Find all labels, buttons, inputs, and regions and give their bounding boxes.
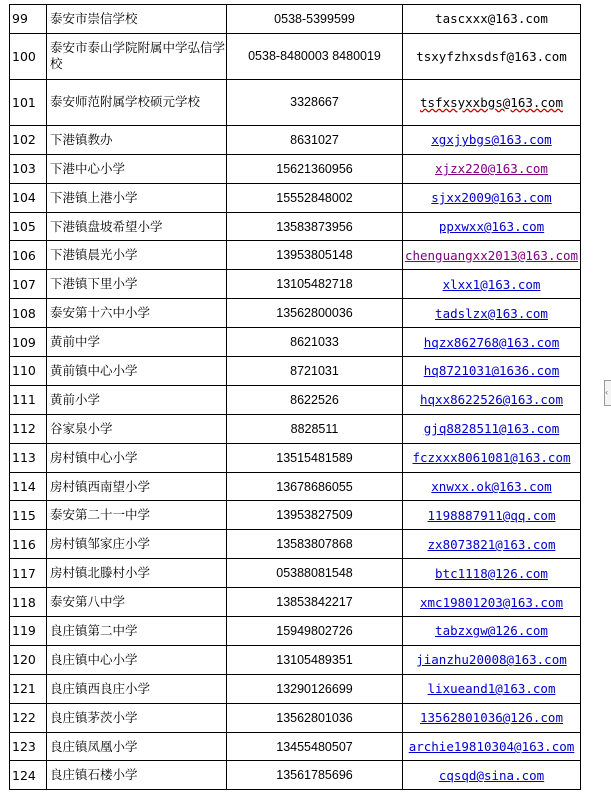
- school-name: 黄前镇中心小学: [47, 357, 227, 386]
- email-link[interactable]: xgxjybgs@163.com: [431, 132, 552, 148]
- row-number: 103: [10, 154, 47, 183]
- table-row: [10, 5, 581, 34]
- email-link[interactable]: xmc19801203@163.com: [420, 594, 563, 610]
- email-cell: [403, 328, 581, 357]
- table-row: [10, 761, 581, 790]
- phone-number: 8622526: [227, 385, 403, 414]
- school-name: 泰安市崇信学校: [47, 5, 227, 34]
- table-row: [10, 617, 581, 646]
- side-scroll-handle[interactable]: [604, 380, 611, 406]
- table-row: [10, 559, 581, 588]
- row-number: 106: [10, 241, 47, 270]
- school-name: 泰安市泰山学院附属中学弘信学校: [47, 33, 227, 79]
- email-link[interactable]: ppxwxx@163.com: [438, 219, 545, 234]
- phone-number: 13105482718: [227, 270, 403, 299]
- phone-number: 15949802726: [227, 617, 403, 646]
- email-cell: [403, 357, 581, 386]
- school-name: 谷家泉小学: [47, 414, 227, 443]
- phone-number: 13953827509: [227, 501, 403, 530]
- row-number: 119: [10, 617, 47, 646]
- school-name: 房村镇邹家庄小学: [47, 530, 227, 559]
- table-row: [10, 674, 581, 703]
- phone-number: 13562800036: [227, 299, 403, 328]
- email-cell: [403, 79, 581, 125]
- phone-number: 15621360956: [227, 154, 403, 183]
- school-name: 下港镇教办: [47, 125, 227, 154]
- table-row: [10, 79, 581, 125]
- email-link[interactable]: archie19810304@163.com: [408, 739, 575, 755]
- email-cell: [403, 154, 581, 183]
- phone-number: 13105489351: [227, 645, 403, 674]
- phone-number: 15552848002: [227, 183, 403, 212]
- school-name: 房村镇西南望小学: [47, 472, 227, 501]
- school-name: 泰安师范附属学校硕元学校: [47, 79, 227, 125]
- phone-number: 3328667: [227, 79, 403, 125]
- table-row: [10, 357, 581, 386]
- email-cell: [403, 761, 581, 790]
- email-cell: [403, 674, 581, 703]
- phone-number: 13561785696: [227, 761, 403, 790]
- email-cell: [403, 559, 581, 588]
- row-number: 113: [10, 443, 47, 472]
- email-cell: [403, 443, 581, 472]
- email-link[interactable]: 1198887911@qq.com: [427, 507, 556, 523]
- email-cell: [403, 5, 581, 34]
- table-row: [10, 125, 581, 154]
- row-number: 105: [10, 212, 47, 241]
- email-cell: [403, 588, 581, 617]
- table-row: [10, 501, 581, 530]
- email-link[interactable]: hqxx8622526@163.com: [420, 392, 563, 408]
- phone-number: 13583807868: [227, 530, 403, 559]
- email-cell: [403, 472, 581, 501]
- table-row: [10, 270, 581, 299]
- email-cell: [403, 414, 581, 443]
- table-row: [10, 443, 581, 472]
- email-link[interactable]: cqsqd@sina.com: [438, 767, 545, 783]
- phone-number: 8828511: [227, 414, 403, 443]
- table-row: [10, 588, 581, 617]
- email-cell: [403, 530, 581, 559]
- email-cell: [403, 501, 581, 530]
- row-number: 114: [10, 472, 47, 501]
- school-name: 良庄镇西良庄小学: [47, 674, 227, 703]
- email-cell: [403, 125, 581, 154]
- phone-number: 13853842217: [227, 588, 403, 617]
- school-name: 良庄镇茅茨小学: [47, 703, 227, 732]
- email-cell: [403, 617, 581, 646]
- phone-number: 13562801036: [227, 703, 403, 732]
- email-cell: [403, 732, 581, 761]
- school-name: 良庄镇第二中学: [47, 617, 227, 646]
- email-cell: [403, 33, 581, 79]
- table-row: [10, 385, 581, 414]
- phone-number: 8721031: [227, 357, 403, 386]
- phone-number: 13678686055: [227, 472, 403, 501]
- email-cell: [403, 183, 581, 212]
- row-number: 122: [10, 703, 47, 732]
- email-link[interactable]: zx8073821@163.com: [427, 536, 556, 552]
- row-number: 108: [10, 299, 47, 328]
- email-link[interactable]: fczxxx8061081@163.com: [412, 450, 571, 466]
- row-number: 123: [10, 732, 47, 761]
- row-number: 115: [10, 501, 47, 530]
- table-row: [10, 299, 581, 328]
- row-number: 111: [10, 385, 47, 414]
- row-number: 107: [10, 270, 47, 299]
- school-name: 黄前小学: [47, 385, 227, 414]
- email-link[interactable]: xlxx1@163.com: [442, 276, 541, 292]
- school-name: 良庄镇凤凰小学: [47, 732, 227, 761]
- school-name: 下港镇下里小学: [47, 270, 227, 299]
- email-link[interactable]: xjzx220@163.com: [435, 161, 548, 177]
- email-cell: [403, 270, 581, 299]
- expand-arrow-icon: ‹: [605, 388, 609, 397]
- email-link[interactable]: sjxx2009@163.com: [431, 190, 552, 206]
- table-row: [10, 33, 581, 79]
- school-name: 泰安第十六中小学: [47, 299, 227, 328]
- email-link[interactable]: jianzhu20008@163.com: [416, 652, 567, 668]
- school-name: 泰安第二十一中学: [47, 501, 227, 530]
- email-link[interactable]: tadslzx@163.com: [435, 305, 548, 321]
- table-row: [10, 414, 581, 443]
- row-number: 112: [10, 414, 47, 443]
- row-number: 116: [10, 530, 47, 559]
- email-link[interactable]: lixueand1@163.com: [427, 681, 556, 697]
- email-cell: [403, 212, 581, 241]
- row-number: 118: [10, 588, 47, 617]
- phone-number: 13953805148: [227, 241, 403, 270]
- row-number: 120: [10, 645, 47, 674]
- phone-number: 8631027: [227, 125, 403, 154]
- row-number: 124: [10, 761, 47, 790]
- email-link[interactable]: xnwxx.ok@163.com: [431, 479, 552, 495]
- table-body: [10, 5, 581, 790]
- row-number: 110: [10, 357, 47, 386]
- email-text: tascxxx@163.com: [435, 11, 548, 27]
- table-row: [10, 212, 581, 241]
- email-cell: [403, 703, 581, 732]
- email-cell: [403, 385, 581, 414]
- email-cell: [403, 241, 581, 270]
- table-row: [10, 328, 581, 357]
- contact-table: [9, 4, 581, 790]
- table-row: [10, 703, 581, 732]
- email-link[interactable]: hqzx862768@163.com: [423, 334, 560, 350]
- email-cell: [403, 299, 581, 328]
- row-number: 101: [10, 79, 47, 125]
- row-number: 117: [10, 559, 47, 588]
- email-link[interactable]: hq8721031@1636.com: [423, 363, 560, 379]
- email-link[interactable]: 13562801036@126.com: [420, 710, 563, 726]
- row-number: 100: [10, 33, 47, 79]
- phone-number: 13515481589: [227, 443, 403, 472]
- table-row: [10, 183, 581, 212]
- row-number: 102: [10, 125, 47, 154]
- school-name: 良庄镇石楼小学: [47, 761, 227, 790]
- school-name: 良庄镇中心小学: [47, 645, 227, 674]
- phone-number: 05388081548: [227, 559, 403, 588]
- table-row: [10, 241, 581, 270]
- email-text: tsxyfzhxsdsf@163.com: [416, 48, 567, 64]
- school-name: 下港镇晨光小学: [47, 241, 227, 270]
- row-number: 109: [10, 328, 47, 357]
- school-name: 下港镇上港小学: [47, 183, 227, 212]
- email-text: tsfxsyxxbgs@163.com: [420, 94, 563, 110]
- phone-number: 13290126699: [227, 674, 403, 703]
- phone-number: 13455480507: [227, 732, 403, 761]
- phone-number: 13583873956: [227, 212, 403, 241]
- email-cell: [403, 645, 581, 674]
- table-row: [10, 645, 581, 674]
- table-row: [10, 472, 581, 501]
- school-name: 泰安第八中学: [47, 588, 227, 617]
- table-row: [10, 154, 581, 183]
- school-name: 下港镇盘坡希望小学: [47, 212, 227, 241]
- phone-number: 0538-5399599: [227, 5, 403, 34]
- phone-number: 8621033: [227, 328, 403, 357]
- email-link[interactable]: gjq8828511@163.com: [423, 421, 560, 437]
- table-row: [10, 732, 581, 761]
- school-name: 房村镇北滕村小学: [47, 559, 227, 588]
- email-link[interactable]: chenguangxx2013@163.com: [404, 247, 579, 263]
- row-number: 99: [10, 5, 47, 34]
- table-row: [10, 530, 581, 559]
- phone-number: 0538-8480003 8480019: [227, 33, 403, 79]
- email-link[interactable]: btc1118@126.com: [435, 565, 548, 581]
- school-name: 房村镇中心小学: [47, 443, 227, 472]
- email-link[interactable]: tabzxgw@126.com: [435, 623, 548, 639]
- school-name: 下港中心小学: [47, 154, 227, 183]
- row-number: 121: [10, 674, 47, 703]
- school-name: 黄前中学: [47, 328, 227, 357]
- row-number: 104: [10, 183, 47, 212]
